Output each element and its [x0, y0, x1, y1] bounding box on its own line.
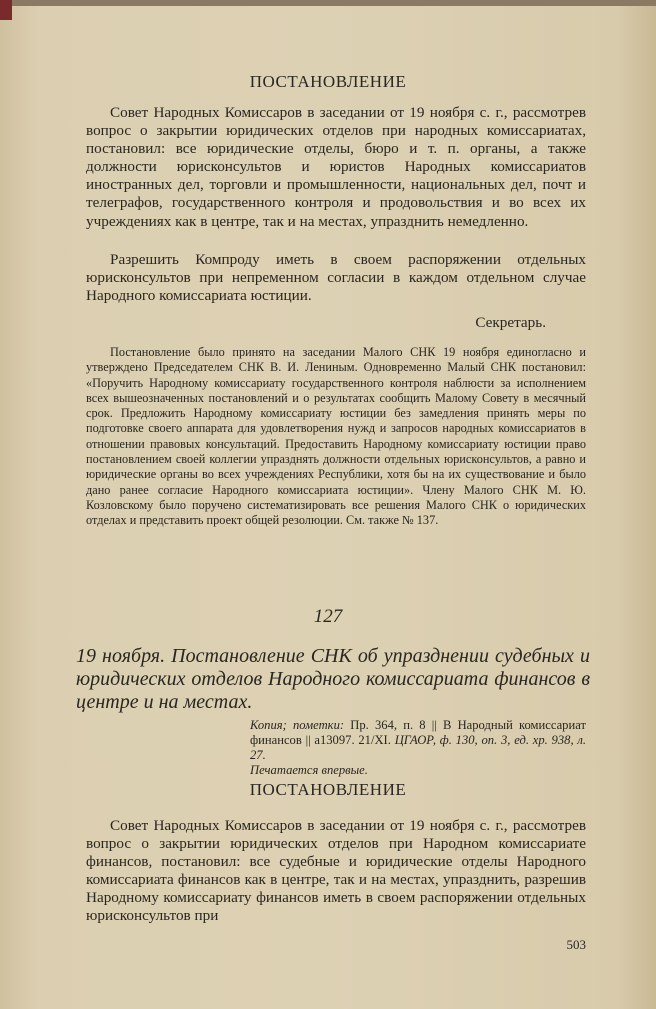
resolution-paragraph-1: Совет Народных Комиссаров в заседании от 19 ноября с. г., рассмотрев вопрос о закрытии юридических отделов при народных комиссариатах, постановил: все юридические отделы, бюро и т. п. органы, а также должности юрисконсультов и юристов Народных комиссариатов иностранных дел, торговли и промышленности, национальных дел, почт и телеграфов, государственного контроля и продовольствия и во всех их учреждениях как в центре, так и на местах, упразднить немедленно. [86, 104, 586, 230]
resolution-heading: ПОСТАНОВЛЕНИЕ [249, 72, 407, 91]
document-number: 127 [313, 606, 343, 627]
resolution-paragraph-3: Совет Народных Комиссаров в заседании от 19 ноября с. г., рассмотрев вопрос о закрытии юридических отделов при Народном комиссариате финансов, постановил: все судебные и юридические отделы Народного комиссариата финансов как в центре, так и на местах, упразднить, разрешив Народному комиссариату финансов иметь в своем распоряжении отдельных юрисконсультов при [86, 817, 586, 925]
resolution-body-1 [86, 104, 586, 231]
page-top-edge [0, 0, 656, 6]
bookmark-ribbon [0, 0, 12, 20]
resolution-body-3 [86, 817, 586, 926]
source-label: Копия; пометки: [250, 718, 345, 732]
source-reference [250, 718, 586, 778]
source-published: Печатается впервые. [250, 763, 368, 777]
page-number: 503 [566, 937, 586, 952]
editorial-note: Постановление было принято на заседании Малого СНК 19 ноября единогласно и утверждено Председателем СНК В. И. Лениным. Одновременно Малый СНК постановил: «Поручить Народному комиссариату государственного контроля наблюсти за исполнением всех вышеозначенных постановлений и о результатах сообщить Малому Совету в месячный срок. Предложить Народному комиссариату юстиции без замедления принять меры по подготовке своего аппарата для удовлетворения нужд и запросов народных комиссариатов в отношении правовых консультаций. Предоставить Народному комиссариату юстиции право постановлением своей коллегии упразднять должности отдельных юрисконсультов, а равно и юридические органы во всех учреждениях Республики, хотя бы на их существование и было дано ранее согласие Народного комиссариата юстиции». Члену Малого СНК М. Ю. Козловскому было поручено систематизировать все решения Малого СНК о юридических отделах и представить проект общей резолюции. См. также № 137. [86, 345, 586, 528]
resolution-body-2 [86, 251, 586, 305]
document-title: 19 ноября. Постановление СНК об упразднении судебных и юридических отделов Народного комиссариата финансов в центре и на местах. [76, 645, 590, 713]
signature: Секретарь. [475, 314, 546, 331]
source-archive: ЦГАОР, ф. 130, оп. 3, ед. хр. 938, л. 27. [250, 733, 587, 762]
resolution-heading-2: ПОСТАНОВЛЕНИЕ [249, 780, 407, 799]
source-text: Пр. 364, п. 8 || В Народный комиссариат финансов || а13097. 21/XI. [250, 718, 586, 747]
resolution-paragraph-2: Разрешить Компроду иметь в своем распоряжении отдельных юрисконсультов при непременном согласии в каждом отдельном случае Народного комиссариата юстиции. [86, 251, 586, 305]
